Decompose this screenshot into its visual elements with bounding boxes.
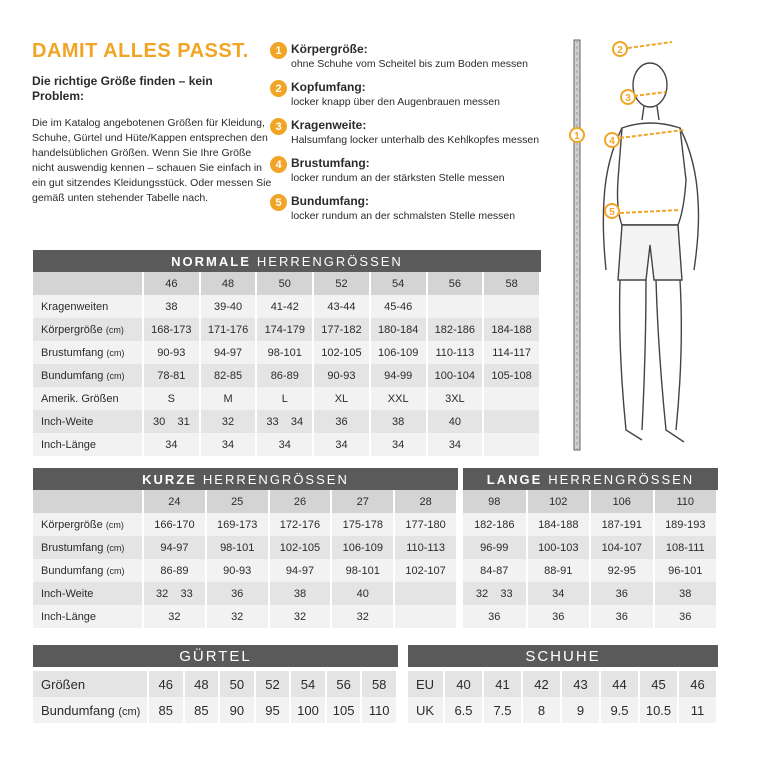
value-cell — [483, 410, 540, 433]
table-row — [463, 490, 717, 513]
size-cell: 50 — [256, 272, 313, 295]
value-cell: 34 — [143, 433, 200, 456]
normal-sizes-table — [33, 250, 541, 456]
value-cell: 78-81 — [143, 364, 200, 387]
value-cell: 169-173 — [206, 513, 269, 536]
table-title-bold: NORMALE — [171, 253, 251, 269]
value-cell: 110-113 — [427, 341, 484, 364]
step-desc: Halsumfang locker unterhalb des Kehlkopfes messen — [291, 134, 540, 146]
marker-3-icon — [621, 90, 635, 104]
value-cell: 9.5 — [600, 697, 639, 723]
value-cell: 43-44 — [313, 295, 370, 318]
value-cell: 172-176 — [269, 513, 332, 536]
value-cell: 7.5 — [483, 697, 522, 723]
value-cell: 100-104 — [427, 364, 484, 387]
value-cell: 32 — [331, 605, 394, 628]
table-row — [33, 341, 540, 364]
table-row — [33, 582, 457, 605]
table-title-rest: HERRENGRÖSSEN — [548, 471, 695, 487]
value-cell: 50 — [219, 671, 255, 697]
row-label: Körpergröße (cm) — [33, 513, 143, 536]
table-row — [463, 513, 717, 536]
table-row — [33, 433, 540, 456]
value-cell: 182-186 — [427, 318, 484, 341]
value-cell: 90-93 — [206, 559, 269, 582]
value-cell: 32 — [206, 605, 269, 628]
value-cell: 105-108 — [483, 364, 540, 387]
value-cell: 102-105 — [313, 341, 370, 364]
table-row — [33, 605, 457, 628]
table-title-bold: LANGE — [486, 471, 543, 487]
kurz-sizes-table — [33, 468, 458, 628]
size-cell: 110 — [654, 490, 718, 513]
value-cell: 36 — [206, 582, 269, 605]
step-desc: locker rundum an der schmalsten Stelle messen — [291, 210, 516, 222]
body-measure-illustration — [562, 30, 742, 460]
value-cell: 104-107 — [590, 536, 654, 559]
value-cell: 34 — [427, 433, 484, 456]
table-row — [33, 272, 540, 295]
value-cell — [483, 387, 540, 410]
value-cell: 108-111 — [654, 536, 718, 559]
value-cell: 177-182 — [313, 318, 370, 341]
value-cell: 34 — [370, 433, 427, 456]
value-cell: 177-180 — [394, 513, 457, 536]
value-cell: 184-188 — [483, 318, 540, 341]
step-desc: locker rundum an der stärksten Stelle messen — [291, 172, 505, 184]
table-row — [408, 697, 717, 723]
value-cell: 6.5 — [444, 697, 483, 723]
shorts-icon — [618, 225, 682, 280]
value-cell: 100-103 — [527, 536, 591, 559]
value-cell: 40 — [427, 410, 484, 433]
value-cell: 40 — [444, 671, 483, 697]
value-cell: 32 — [269, 605, 332, 628]
table-header — [463, 468, 718, 490]
value-cell: 32 — [143, 605, 206, 628]
value-cell: 105 — [326, 697, 362, 723]
value-cell: 189-193 — [654, 513, 718, 536]
value-cell: 32 33 — [463, 582, 527, 605]
guertel-grid — [33, 671, 398, 723]
value-cell: 45-46 — [370, 295, 427, 318]
table-header — [33, 250, 541, 272]
value-cell: 46 — [148, 671, 184, 697]
table-row — [463, 536, 717, 559]
size-cell: 106 — [590, 490, 654, 513]
step-4 — [270, 156, 570, 187]
svg-text:3: 3 — [625, 93, 631, 104]
value-cell: 86-89 — [143, 559, 206, 582]
value-cell: 184-188 — [527, 513, 591, 536]
step-5 — [270, 194, 570, 225]
value-cell: 98-101 — [206, 536, 269, 559]
marker-5-icon — [605, 204, 619, 218]
value-cell: 166-170 — [143, 513, 206, 536]
value-cell: 30 31 — [143, 410, 200, 433]
value-cell: 44 — [600, 671, 639, 697]
row-label: Kragenweiten — [33, 295, 143, 318]
value-cell: 175-178 — [331, 513, 394, 536]
table-row — [33, 513, 457, 536]
value-cell: 54 — [290, 671, 326, 697]
row-label: Körpergröße (cm) — [33, 318, 143, 341]
table-row — [33, 387, 540, 410]
step-badge: 4 — [270, 156, 287, 173]
value-cell: 96-99 — [463, 536, 527, 559]
value-cell: 36 — [313, 410, 370, 433]
size-cell: 26 — [269, 490, 332, 513]
kurz-grid — [33, 490, 458, 628]
size-cell: 25 — [206, 490, 269, 513]
value-cell: 106-109 — [331, 536, 394, 559]
row-label: Bundumfang (cm) — [33, 364, 143, 387]
step-title: Körpergröße: — [291, 42, 368, 56]
step-title: Brustumfang: — [291, 156, 370, 170]
value-cell: 46 — [678, 671, 717, 697]
size-cell: 48 — [200, 272, 257, 295]
page-title: DAMIT ALLES PASST. — [32, 40, 249, 62]
value-cell: 34 — [256, 433, 313, 456]
value-cell: 168-173 — [143, 318, 200, 341]
table-row — [33, 295, 540, 318]
schuhe-grid — [408, 671, 718, 723]
schuhe-table — [408, 645, 718, 723]
value-cell: 94-97 — [269, 559, 332, 582]
value-cell: 85 — [184, 697, 220, 723]
value-cell: 32 — [200, 410, 257, 433]
value-cell: 114-117 — [483, 341, 540, 364]
value-cell: 41-42 — [256, 295, 313, 318]
size-cell: 58 — [483, 272, 540, 295]
value-cell: 182-186 — [463, 513, 527, 536]
table-row — [33, 364, 540, 387]
step-2 — [270, 80, 570, 111]
size-cell: 98 — [463, 490, 527, 513]
marker-2-icon — [613, 42, 627, 56]
table-row — [408, 671, 717, 697]
value-cell: 94-99 — [370, 364, 427, 387]
lang-grid — [463, 490, 718, 628]
value-cell: 174-179 — [256, 318, 313, 341]
value-cell: XXL — [370, 387, 427, 410]
value-cell: 36 — [590, 605, 654, 628]
table-header — [33, 468, 458, 490]
value-cell: 33 34 — [256, 410, 313, 433]
step-desc: locker knapp über den Augenbrauen messen — [291, 96, 500, 108]
value-cell: 98-101 — [331, 559, 394, 582]
value-cell: 48 — [184, 671, 220, 697]
value-cell: 84-87 — [463, 559, 527, 582]
value-cell: 90-93 — [143, 341, 200, 364]
value-cell: 90 — [219, 697, 255, 723]
value-cell — [394, 582, 457, 605]
row-label: Inch-Weite — [33, 582, 143, 605]
value-cell — [483, 295, 540, 318]
value-cell: 110-113 — [394, 536, 457, 559]
value-cell — [483, 433, 540, 456]
value-cell: 43 — [561, 671, 600, 697]
value-cell: 82-85 — [200, 364, 257, 387]
step-title: Kopfumfang: — [291, 80, 366, 94]
size-cell: 54 — [370, 272, 427, 295]
value-cell: 110 — [361, 697, 397, 723]
value-cell: 36 — [590, 582, 654, 605]
table-row — [33, 671, 397, 697]
step-1 — [270, 42, 570, 73]
row-label: Inch-Weite — [33, 410, 143, 433]
value-cell: 94-97 — [143, 536, 206, 559]
table-header: GÜRTEL — [33, 645, 398, 667]
value-cell — [427, 295, 484, 318]
value-cell: 36 — [463, 605, 527, 628]
table-title-bold: KURZE — [142, 471, 197, 487]
value-cell: 38 — [370, 410, 427, 433]
value-cell: 45 — [639, 671, 678, 697]
svg-text:1: 1 — [574, 131, 580, 142]
table-header: SCHUHE — [408, 645, 718, 667]
value-cell: 180-184 — [370, 318, 427, 341]
table-row — [463, 582, 717, 605]
step-desc: ohne Schuhe vom Scheitel bis zum Boden messen — [291, 58, 528, 70]
row-label: Inch-Länge — [33, 605, 143, 628]
value-cell: 187-191 — [590, 513, 654, 536]
row-label: Bundumfang (cm) — [33, 697, 148, 723]
step-badge: 3 — [270, 118, 287, 135]
value-cell: 40 — [331, 582, 394, 605]
value-cell: 10.5 — [639, 697, 678, 723]
step-badge: 5 — [270, 194, 287, 211]
svg-text:5: 5 — [609, 207, 615, 218]
value-cell: 8 — [522, 697, 561, 723]
subtitle: Die richtige Größe finden – kein Problem: — [32, 74, 213, 103]
row-label: Bundumfang (cm) — [33, 559, 143, 582]
value-cell: 38 — [143, 295, 200, 318]
value-cell: 92-95 — [590, 559, 654, 582]
intro-text: Die im Katalog angebotenen Größen für Kleidung, Schuhe, Gürtel und Hüte/Kappen entsprechen den handelsüblichen Größen. Wenn Sie Ihre Größe nicht auswendig kennen – schauen Sie einfach in ein gut sitzendes Kleidungsstück. Oder messen Sie gemäß unten stehender Tabelle nach. — [32, 117, 272, 204]
size-cell: 52 — [313, 272, 370, 295]
value-cell: 41 — [483, 671, 522, 697]
normal-grid — [33, 272, 541, 456]
table-row — [33, 410, 540, 433]
step-badge: 2 — [270, 80, 287, 97]
value-cell: S — [143, 387, 200, 410]
value-cell: 95 — [255, 697, 291, 723]
value-cell: 38 — [269, 582, 332, 605]
lang-sizes-table — [463, 468, 718, 628]
table-row — [33, 536, 457, 559]
row-label: UK — [408, 697, 444, 723]
value-cell: 102-107 — [394, 559, 457, 582]
step-title: Kragenweite: — [291, 118, 367, 132]
table-title-rest: HERRENGRÖSSEN — [202, 471, 349, 487]
value-cell: 39-40 — [200, 295, 257, 318]
value-cell: 94-97 — [200, 341, 257, 364]
value-cell: 36 — [654, 605, 718, 628]
step-badge: 1 — [270, 42, 287, 59]
value-cell: 42 — [522, 671, 561, 697]
value-cell: 11 — [678, 697, 717, 723]
value-cell: 34 — [527, 582, 591, 605]
value-cell: 32 33 — [143, 582, 206, 605]
step-title: Bundumfang: — [291, 194, 369, 208]
table-row — [463, 605, 717, 628]
measure-steps — [270, 42, 570, 232]
value-cell: 96-101 — [654, 559, 718, 582]
row-label: Größen — [33, 671, 148, 697]
value-cell: 106-109 — [370, 341, 427, 364]
size-cell: 46 — [143, 272, 200, 295]
table-row — [33, 490, 457, 513]
svg-text:2: 2 — [617, 45, 623, 56]
value-cell: 34 — [200, 433, 257, 456]
table-row — [463, 559, 717, 582]
value-cell: 56 — [326, 671, 362, 697]
marker-4-icon — [605, 133, 619, 147]
row-label: EU — [408, 671, 444, 697]
value-cell: XL — [313, 387, 370, 410]
size-cell: 28 — [394, 490, 457, 513]
head-icon — [633, 63, 667, 107]
table-row — [33, 318, 540, 341]
value-cell: 58 — [361, 671, 397, 697]
value-cell: 171-176 — [200, 318, 257, 341]
row-label: Brustumfang (cm) — [33, 341, 143, 364]
table-row — [33, 559, 457, 582]
value-cell: 52 — [255, 671, 291, 697]
value-cell: 102-105 — [269, 536, 332, 559]
row-label: Brustumfang (cm) — [33, 536, 143, 559]
table-row — [33, 697, 397, 723]
table-title-rest: HERRENGRÖSSEN — [256, 253, 403, 269]
size-cell: 102 — [527, 490, 591, 513]
value-cell: 38 — [654, 582, 718, 605]
value-cell: 3XL — [427, 387, 484, 410]
value-cell: 34 — [313, 433, 370, 456]
value-cell: 85 — [148, 697, 184, 723]
marker-1-icon — [570, 128, 584, 142]
svg-text:4: 4 — [609, 136, 615, 147]
row-label: Amerik. Größen — [33, 387, 143, 410]
value-cell: L — [256, 387, 313, 410]
value-cell: 9 — [561, 697, 600, 723]
size-cell: 27 — [331, 490, 394, 513]
value-cell: 36 — [527, 605, 591, 628]
value-cell: 88-91 — [527, 559, 591, 582]
step-3 — [270, 118, 570, 149]
value-cell: 90-93 — [313, 364, 370, 387]
guertel-table — [33, 645, 398, 723]
size-cell: 56 — [427, 272, 484, 295]
value-cell: M — [200, 387, 257, 410]
row-label: Inch-Länge — [33, 433, 143, 456]
value-cell: 98-101 — [256, 341, 313, 364]
size-cell: 24 — [143, 490, 206, 513]
value-cell — [394, 605, 457, 628]
value-cell: 100 — [290, 697, 326, 723]
value-cell: 86-89 — [256, 364, 313, 387]
